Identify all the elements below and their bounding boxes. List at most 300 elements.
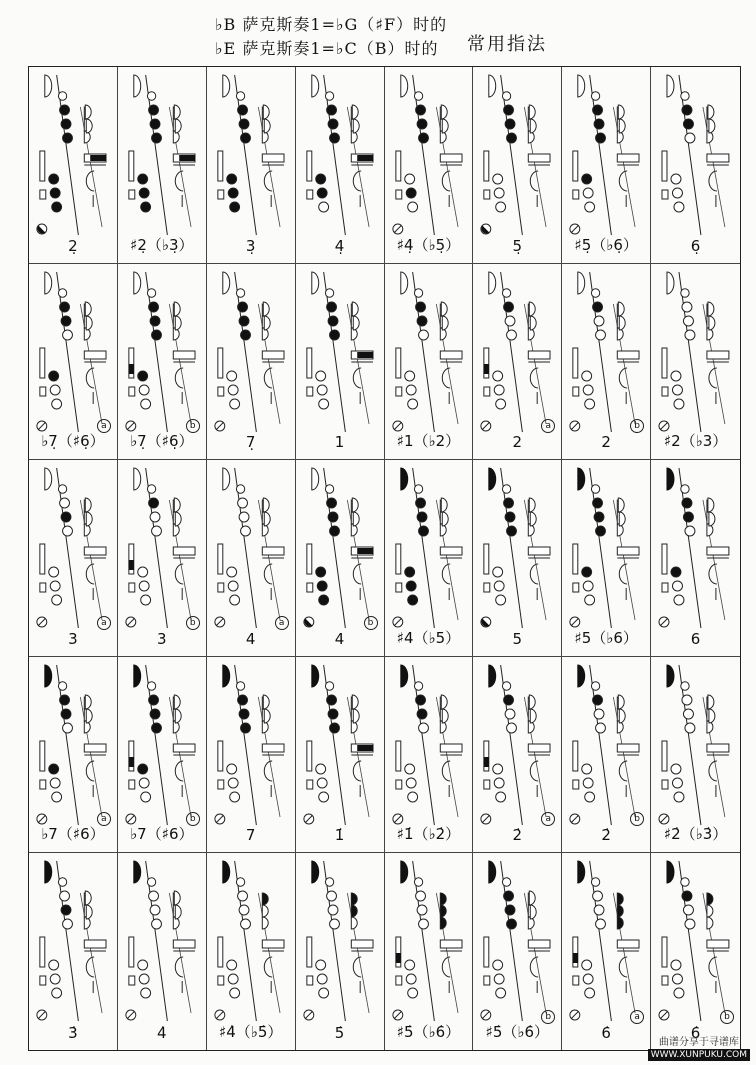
pinky-key-pressed: [129, 364, 134, 374]
palm-key-shape: [441, 105, 447, 119]
thumb-key-open: [667, 272, 674, 294]
thumb-key-open: [223, 468, 230, 490]
left-hand-key-3: [63, 526, 73, 536]
palm-key-shape: [85, 891, 91, 905]
front-f-key: [147, 878, 155, 886]
thumb-key-open: [45, 75, 52, 97]
note-label: ♯5̇（♭6̇）: [485, 1023, 550, 1041]
left-hand-key-1: [593, 498, 603, 508]
left-hand-key-3: [151, 723, 161, 733]
fingering-cell: [473, 460, 562, 657]
fingering-diagram: [562, 657, 650, 829]
fingering-cell: [651, 460, 740, 657]
side-key-box: [529, 154, 551, 162]
pinky-key-stack: [306, 937, 311, 967]
fingering-diagram: [651, 67, 740, 239]
left-hand-key-3: [63, 919, 73, 929]
palm-key-shape: [175, 905, 181, 919]
side-curve: [353, 171, 361, 191]
low-key-box: [662, 780, 668, 789]
right-hand-key-3: [407, 988, 417, 998]
low-key-box: [218, 387, 224, 396]
palm-key-shape: [620, 709, 626, 723]
side-curve: [353, 761, 361, 781]
pinky-key-stack: [306, 151, 311, 181]
front-f-key: [236, 682, 244, 690]
left-hand-key-2: [417, 512, 427, 522]
fingering-cell: [207, 67, 296, 264]
pinky-key-pressed: [129, 757, 134, 767]
side-curve: [442, 368, 450, 388]
right-hand-key-3: [674, 792, 684, 802]
fingering-diagram: [651, 853, 740, 1025]
palm-key-shape: [441, 302, 447, 316]
pinky-key-stack: [40, 544, 45, 574]
fingering-diagram: [562, 460, 650, 632]
right-hand-key-3: [141, 399, 151, 409]
left-hand-key-2: [505, 709, 515, 719]
palm-key-shape: [85, 302, 91, 316]
right-hand-key-1: [404, 371, 414, 381]
pinky-key-stack: [218, 348, 223, 378]
left-hand-key-3: [596, 526, 606, 536]
left-hand-key-1: [60, 695, 70, 705]
side-curve: [175, 368, 183, 388]
fingering-diagram: [296, 264, 384, 436]
palm-key-shape: [353, 512, 359, 526]
palm-key-shape: [263, 105, 269, 119]
palm-key-shape: [264, 709, 270, 723]
palm-key-shape: [174, 891, 180, 905]
left-hand-key-2: [239, 905, 249, 915]
right-hand-key-1: [49, 567, 59, 577]
left-hand-key-1: [504, 105, 514, 115]
palm-key-shape: [619, 498, 625, 512]
fingering-diagram: [29, 853, 117, 1025]
left-hand-key-1: [237, 891, 247, 901]
side-key-box: [707, 547, 729, 555]
right-hand-key-1: [315, 567, 325, 577]
thumb-key-closed: [400, 468, 407, 490]
front-f-key: [325, 92, 333, 100]
front-f-key: [58, 878, 66, 886]
low-key-box: [662, 190, 668, 199]
right-hand-key-2: [406, 778, 416, 788]
side-curve: [264, 564, 272, 584]
left-hand-key-2: [150, 512, 160, 522]
side-curve: [175, 761, 183, 781]
left-hand-key-3: [596, 133, 606, 143]
right-hand-key-2: [139, 581, 149, 591]
front-f-key: [681, 682, 689, 690]
fingering-cell: [385, 264, 474, 461]
right-hand-key-3: [141, 792, 151, 802]
fingering-cell: [473, 67, 562, 264]
note-label: 5: [512, 629, 523, 648]
side-key-box: [707, 940, 729, 948]
right-hand-key-3: [229, 399, 239, 409]
front-f-key: [325, 878, 333, 886]
fingering-diagram: [473, 657, 561, 829]
fingering-cell: [29, 657, 118, 854]
left-hand-key-3: [507, 526, 517, 536]
fingering-cell: [118, 264, 207, 461]
left-hand-key-3: [418, 330, 428, 340]
palm-key-shape: [619, 302, 625, 316]
pinky-key-stack: [306, 348, 311, 378]
low-key-box: [484, 976, 490, 985]
right-hand-key-2: [139, 778, 149, 788]
left-hand-key-1: [237, 695, 247, 705]
palm-key-shape: [530, 891, 536, 905]
low-key-box: [218, 780, 224, 789]
palm-key-shape: [531, 709, 537, 723]
thumb-key-closed: [223, 665, 230, 687]
low-key-box: [129, 976, 135, 985]
thumb-key-open: [45, 272, 52, 294]
left-hand-key-2: [684, 905, 694, 915]
right-hand-key-3: [674, 595, 684, 605]
palm-key-shape: [352, 302, 358, 316]
fingering-diagram: [207, 460, 295, 632]
left-hand-key-3: [63, 330, 73, 340]
left-hand-key-2: [594, 905, 604, 915]
right-hand-key-1: [226, 371, 236, 381]
fingering-cell: [29, 264, 118, 461]
pinky-key-stack: [573, 348, 578, 378]
right-hand-key-3: [585, 595, 595, 605]
fingering-diagram: [651, 460, 740, 632]
palm-key-shape: [442, 119, 448, 133]
side-key-box: [84, 351, 106, 359]
palm-key-shape: [708, 695, 714, 709]
left-hand-key-2: [505, 905, 515, 915]
pinky-key-stack: [129, 937, 134, 967]
right-hand-key-3: [585, 792, 595, 802]
left-hand-key-1: [682, 498, 692, 508]
right-hand-key-3: [674, 988, 684, 998]
fingering-diagram: [562, 853, 650, 1025]
side-curve: [709, 368, 717, 388]
palm-key-shape: [264, 512, 270, 526]
fingering-diagram: [651, 657, 740, 829]
left-hand-key-3: [418, 723, 428, 733]
front-f-key: [503, 288, 511, 296]
right-hand-key-2: [583, 778, 593, 788]
front-f-key: [236, 288, 244, 296]
side-curve: [353, 368, 361, 388]
fingering-diagram: [118, 264, 206, 436]
left-hand-key-1: [326, 891, 336, 901]
left-hand-key-1: [148, 498, 158, 508]
fingering-cell: [651, 657, 740, 854]
variant-badge: b: [720, 1010, 734, 1024]
palm-key-1: [351, 893, 357, 905]
front-f-key: [58, 288, 66, 296]
thumb-key-closed: [223, 861, 230, 883]
thumb-key-closed: [311, 861, 318, 883]
right-hand-key-3: [141, 988, 151, 998]
left-hand-key-3: [329, 133, 339, 143]
left-hand-key-1: [504, 498, 514, 508]
right-hand-key-2: [317, 581, 327, 591]
right-hand-key-3: [318, 792, 328, 802]
palm-key-shape: [620, 512, 626, 526]
pinky-key-stack: [218, 937, 223, 967]
right-hand-key-3: [407, 792, 417, 802]
left-hand-key-3: [240, 330, 250, 340]
left-hand-key-2: [417, 709, 427, 719]
side-curve: [353, 957, 361, 977]
palm-key-shape: [352, 498, 358, 512]
palm-key-2: [707, 905, 713, 917]
pinky-key-stack: [40, 348, 45, 378]
fingering-cell: [562, 264, 651, 461]
note-label: 6̇: [601, 1024, 611, 1042]
fingering-diagram: [118, 67, 206, 239]
thumb-key-open: [311, 468, 318, 490]
fingering-diagram: [118, 853, 206, 1025]
side-curve: [442, 957, 450, 977]
right-hand-key-1: [582, 567, 592, 577]
side-key-box: [262, 351, 284, 359]
left-hand-key-2: [328, 905, 338, 915]
right-hand-key-2: [50, 974, 60, 984]
palm-key-1: [618, 893, 624, 905]
thumb-key-open: [400, 75, 407, 97]
side-key-pressed: [90, 155, 106, 161]
variant-badge: a: [97, 812, 111, 826]
low-key-box: [40, 387, 46, 396]
palm-key-2: [440, 905, 446, 917]
right-hand-key-2: [139, 188, 149, 198]
left-hand-key-2: [684, 709, 694, 719]
thumb-key-closed: [578, 468, 585, 490]
palm-key-shape: [531, 905, 537, 919]
side-key-box: [618, 547, 640, 555]
left-hand-key-1: [504, 891, 514, 901]
palm-key-shape: [86, 316, 92, 330]
fingering-cell: [118, 657, 207, 854]
left-hand-key-1: [148, 302, 158, 312]
thumb-key-closed: [45, 665, 52, 687]
left-hand-key-1: [237, 105, 247, 115]
palm-key-shape: [620, 316, 626, 330]
front-f-key: [58, 682, 66, 690]
fingering-cell: [473, 264, 562, 461]
thumb-key-closed: [489, 468, 496, 490]
left-hand-key-3: [507, 919, 517, 929]
thumb-key-open: [223, 272, 230, 294]
left-hand-key-1: [60, 302, 70, 312]
palm-key-2: [351, 905, 357, 917]
side-curve: [86, 957, 94, 977]
right-hand-key-2: [139, 974, 149, 984]
side-curve: [86, 761, 94, 781]
pinky-key-stack: [218, 151, 223, 181]
palm-key-shape: [85, 695, 91, 709]
fingering-diagram: [207, 853, 295, 1025]
right-hand-key-2: [673, 974, 683, 984]
fingering-diagram: [651, 264, 740, 436]
side-curve: [264, 368, 272, 388]
note-label: ♯4（♭5）: [396, 628, 461, 647]
right-hand-key-3: [496, 988, 506, 998]
side-curve: [175, 957, 183, 977]
left-hand-key-3: [63, 723, 73, 733]
right-hand-key-1: [315, 764, 325, 774]
note-label: ♯2（♭3）: [663, 432, 728, 451]
fingering-diagram: [29, 657, 117, 829]
right-hand-key-2: [228, 581, 238, 591]
fingering-diagram: [29, 264, 117, 436]
left-hand-key-2: [594, 316, 604, 326]
right-hand-key-2: [228, 385, 238, 395]
right-hand-key-2: [406, 188, 416, 198]
right-hand-key-2: [673, 778, 683, 788]
palm-key-3: [262, 917, 268, 929]
palm-key-shape: [264, 119, 270, 133]
thumb-key-open: [134, 468, 141, 490]
side-key-box: [173, 744, 195, 752]
side-curve: [531, 368, 539, 388]
side-curve: [531, 171, 539, 191]
right-hand-key-2: [583, 188, 593, 198]
side-key-box: [529, 547, 551, 555]
left-hand-key-2: [328, 119, 338, 129]
front-f-key: [503, 485, 511, 493]
note-label: ♯4̣（♭5̣）: [396, 235, 461, 254]
thumb-key-open: [311, 272, 318, 294]
palm-key-shape: [174, 498, 180, 512]
palm-key-shape: [85, 105, 91, 119]
side-key-box: [529, 940, 551, 948]
fingering-cell: [562, 460, 651, 657]
low-key-box: [129, 780, 135, 789]
low-key-box: [395, 190, 401, 199]
palm-key-shape: [174, 695, 180, 709]
pinky-key-stack: [484, 544, 489, 574]
note-label: 3̇: [68, 1024, 78, 1042]
fingering-cell: [385, 67, 474, 264]
title-suffix: 常用指法: [467, 34, 547, 55]
palm-key-shape: [708, 105, 714, 119]
left-hand-key-2: [594, 512, 604, 522]
front-f-key: [147, 288, 155, 296]
note-label: 2: [512, 433, 523, 452]
side-key-box: [351, 940, 373, 948]
side-key-box: [262, 940, 284, 948]
low-key-box: [484, 190, 490, 199]
palm-key-shape: [530, 105, 536, 119]
pinky-key-stack: [395, 348, 400, 378]
low-key-box: [484, 583, 490, 592]
watermark-site: WWW.XUNPUKU.COM: [648, 1049, 750, 1061]
right-hand-key-2: [583, 974, 593, 984]
right-hand-key-2: [317, 385, 327, 395]
side-key-box: [84, 547, 106, 555]
right-hand-key-3: [318, 595, 328, 605]
right-hand-key-1: [493, 764, 503, 774]
right-hand-key-1: [493, 960, 503, 970]
side-key-box: [84, 940, 106, 948]
right-hand-key-3: [496, 792, 506, 802]
right-hand-key-3: [52, 792, 62, 802]
low-key-box: [129, 387, 135, 396]
low-key-box: [573, 190, 579, 199]
right-hand-key-3: [229, 202, 239, 212]
right-hand-key-2: [228, 974, 238, 984]
left-hand-key-1: [682, 302, 692, 312]
note-label: ♯5̣（♭6̣）: [574, 235, 638, 254]
front-f-key: [325, 682, 333, 690]
low-key-box: [40, 976, 46, 985]
right-hand-key-1: [138, 567, 148, 577]
watermark-label: 曲谱分享于寻谱库: [658, 1037, 739, 1048]
palm-key-shape: [619, 695, 625, 709]
note-label: 4: [334, 629, 345, 648]
left-hand-key-2: [61, 316, 71, 326]
left-hand-key-1: [593, 302, 603, 312]
side-key-box: [440, 940, 462, 948]
right-hand-key-1: [138, 174, 148, 184]
low-key-box: [129, 583, 135, 592]
note-label: 4: [245, 629, 256, 648]
right-hand-key-1: [49, 371, 59, 381]
left-hand-key-3: [329, 723, 339, 733]
left-hand-key-2: [417, 905, 427, 915]
left-hand-key-3: [685, 919, 695, 929]
note-label: ♯2̇（♭3̇）: [663, 825, 728, 844]
pinky-key-stack: [129, 151, 134, 181]
left-hand-key-2: [61, 512, 71, 522]
low-key-box: [40, 190, 46, 199]
palm-key-shape: [709, 119, 715, 133]
left-hand-key-3: [596, 330, 606, 340]
pinky-key-stack: [395, 544, 400, 574]
fingering-cell: [385, 853, 474, 1050]
pinky-key-stack: [662, 937, 667, 967]
palm-key-shape: [263, 695, 269, 709]
left-hand-key-1: [593, 891, 603, 901]
right-hand-key-1: [315, 960, 325, 970]
left-hand-key-3: [240, 526, 250, 536]
left-hand-key-3: [507, 723, 517, 733]
right-hand-key-1: [493, 174, 503, 184]
fingering-cell: [385, 460, 474, 657]
left-hand-key-1: [504, 695, 514, 705]
left-hand-key-2: [684, 119, 694, 129]
fingering-diagram: [207, 67, 295, 239]
palm-key-shape: [353, 119, 359, 133]
fingering-cell: [296, 264, 385, 461]
left-hand-key-3: [685, 330, 695, 340]
right-hand-key-2: [583, 581, 593, 591]
fingering-cell: [651, 853, 740, 1050]
left-hand-key-1: [237, 498, 247, 508]
low-key-box: [40, 780, 46, 789]
right-hand-key-3: [229, 792, 239, 802]
variant-badge: a: [275, 616, 289, 630]
fingering-cell: [385, 657, 474, 854]
low-key-box: [40, 583, 46, 592]
right-hand-key-2: [317, 188, 327, 198]
left-hand-key-3: [418, 526, 428, 536]
palm-key-shape: [531, 512, 537, 526]
left-hand-key-2: [505, 512, 515, 522]
side-key-box: [618, 940, 640, 948]
pinky-key-stack: [395, 741, 400, 771]
